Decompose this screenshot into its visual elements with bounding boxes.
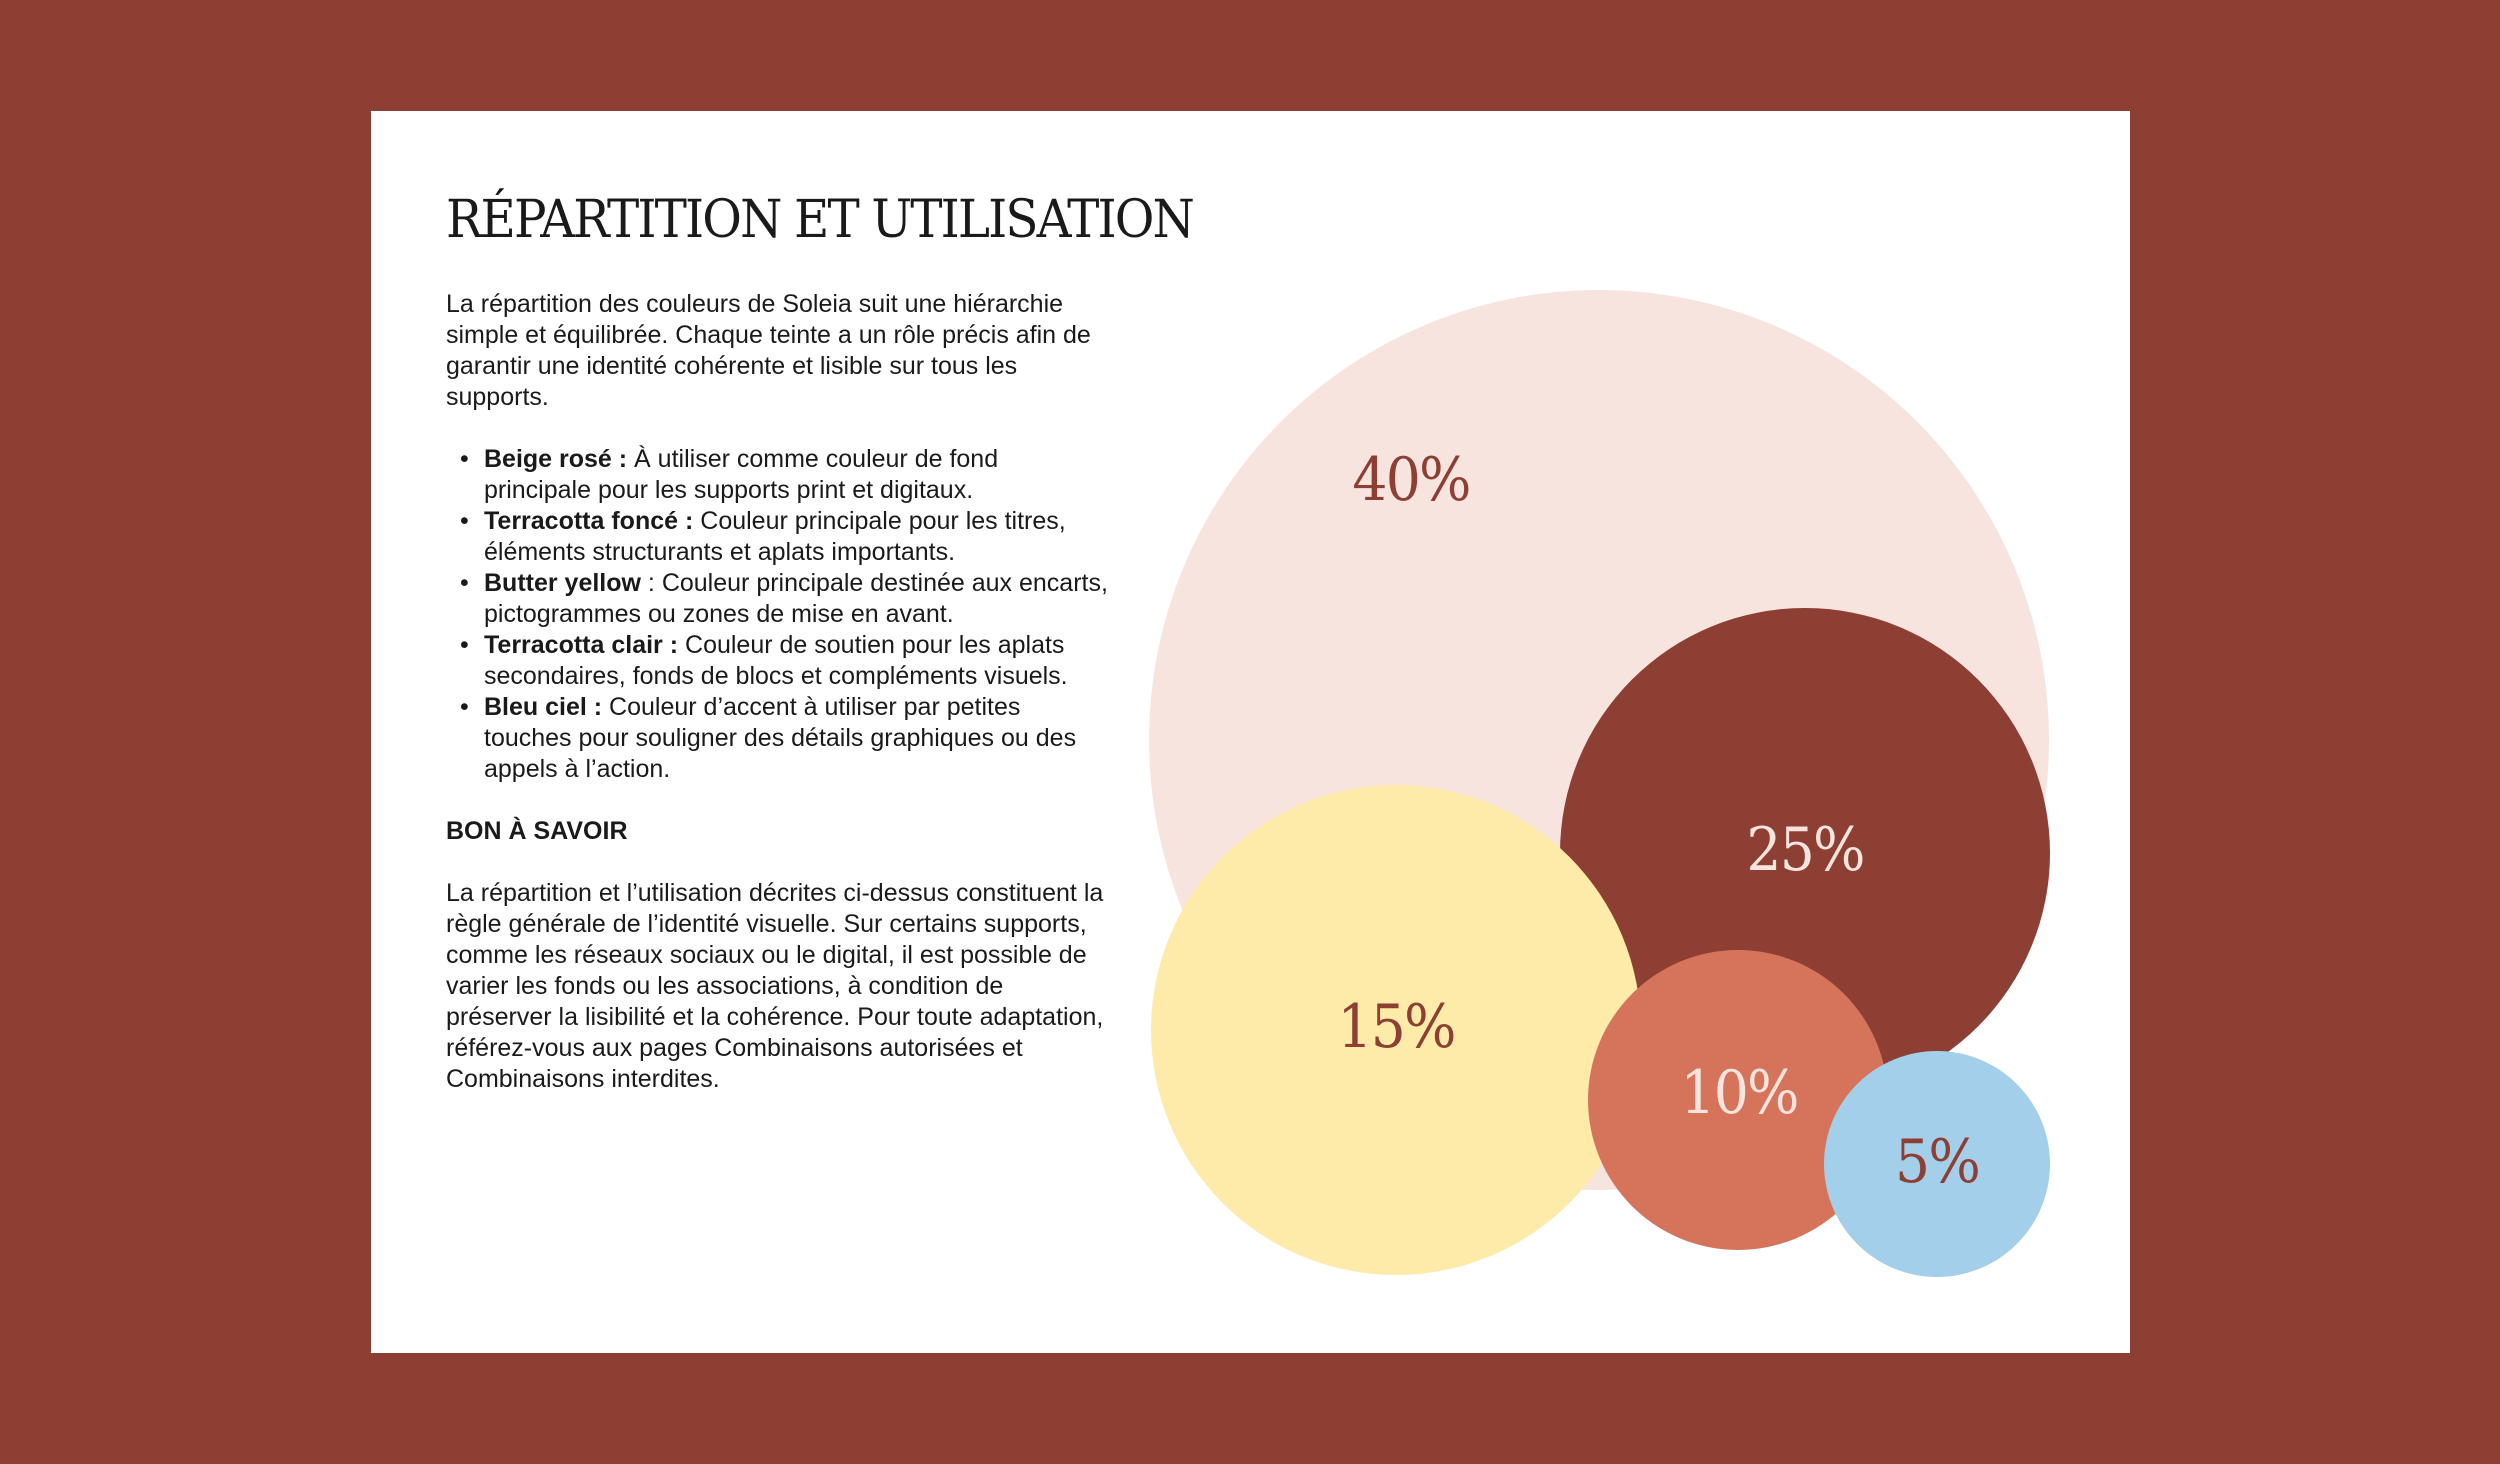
list-item-term: Butter yellow [484,569,641,597]
note-paragraph: La répartition et l’utilisation décrites ci-dessus constituent la règle générale de l’identité visuelle. Sur certains supports, comme les réseaux sociaux ou le digital, il est possible de varier les fonds ou les associations, à condition de préserver la lisibilité et la cohérence. Pour toute adaptation, référez-vous aux pages Combinaisons autorisées et Combinaisons interdites. [446,879,1104,1093]
label-10: 10% [1680,1058,1798,1128]
circle-bleu-ciel [1824,1051,2050,1277]
list-item-text: Couleur d’accent à utiliser par petites touches pour souligner des détails graphiques ou des appels à l’action. [484,693,1077,783]
list-item-text: : Couleur principale destinée aux encarts, pictogrammes ou zones de mise en avant. [484,569,1108,628]
list-item [446,692,1111,785]
list-item-term: Terracotta clair : [484,631,679,659]
list-item-term: Beige rosé : [484,445,628,473]
intro-paragraph: La répartition des couleurs de Soleia suit une hiérarchie simple et équilibrée. Chaque teinte a un rôle précis afin de garantir une identité cohérente et lisible sur tous les supports. [446,290,1091,411]
note-heading: BON À SAVOIR [446,817,628,845]
list-item [446,444,1111,506]
label-25: 25% [1746,815,1864,885]
text-column [446,289,1111,1095]
label-5: 5% [1895,1127,1979,1197]
list-item-text: À utiliser comme couleur de fond principale pour les supports print et digitaux. [484,445,999,504]
list-item-term: Terracotta foncé : [484,507,694,535]
circle-butter-yellow [1151,785,1641,1275]
list-item-text: Couleur de soutien pour les aplats secondaires, fonds de blocs et compléments visuels. [484,631,1068,690]
list-item-text: Couleur principale pour les titres, éléments structurants et aplats importants. [484,507,1066,566]
list-item [446,568,1111,630]
color-usage-list [446,444,1111,785]
label-40: 40% [1352,445,1470,515]
list-item-term: Bleu ciel : [484,693,603,721]
page-title: RÉPARTITION ET UTILISATION [446,190,1193,250]
list-item [446,506,1111,568]
label-15: 15% [1337,992,1455,1062]
list-item [446,630,1111,692]
